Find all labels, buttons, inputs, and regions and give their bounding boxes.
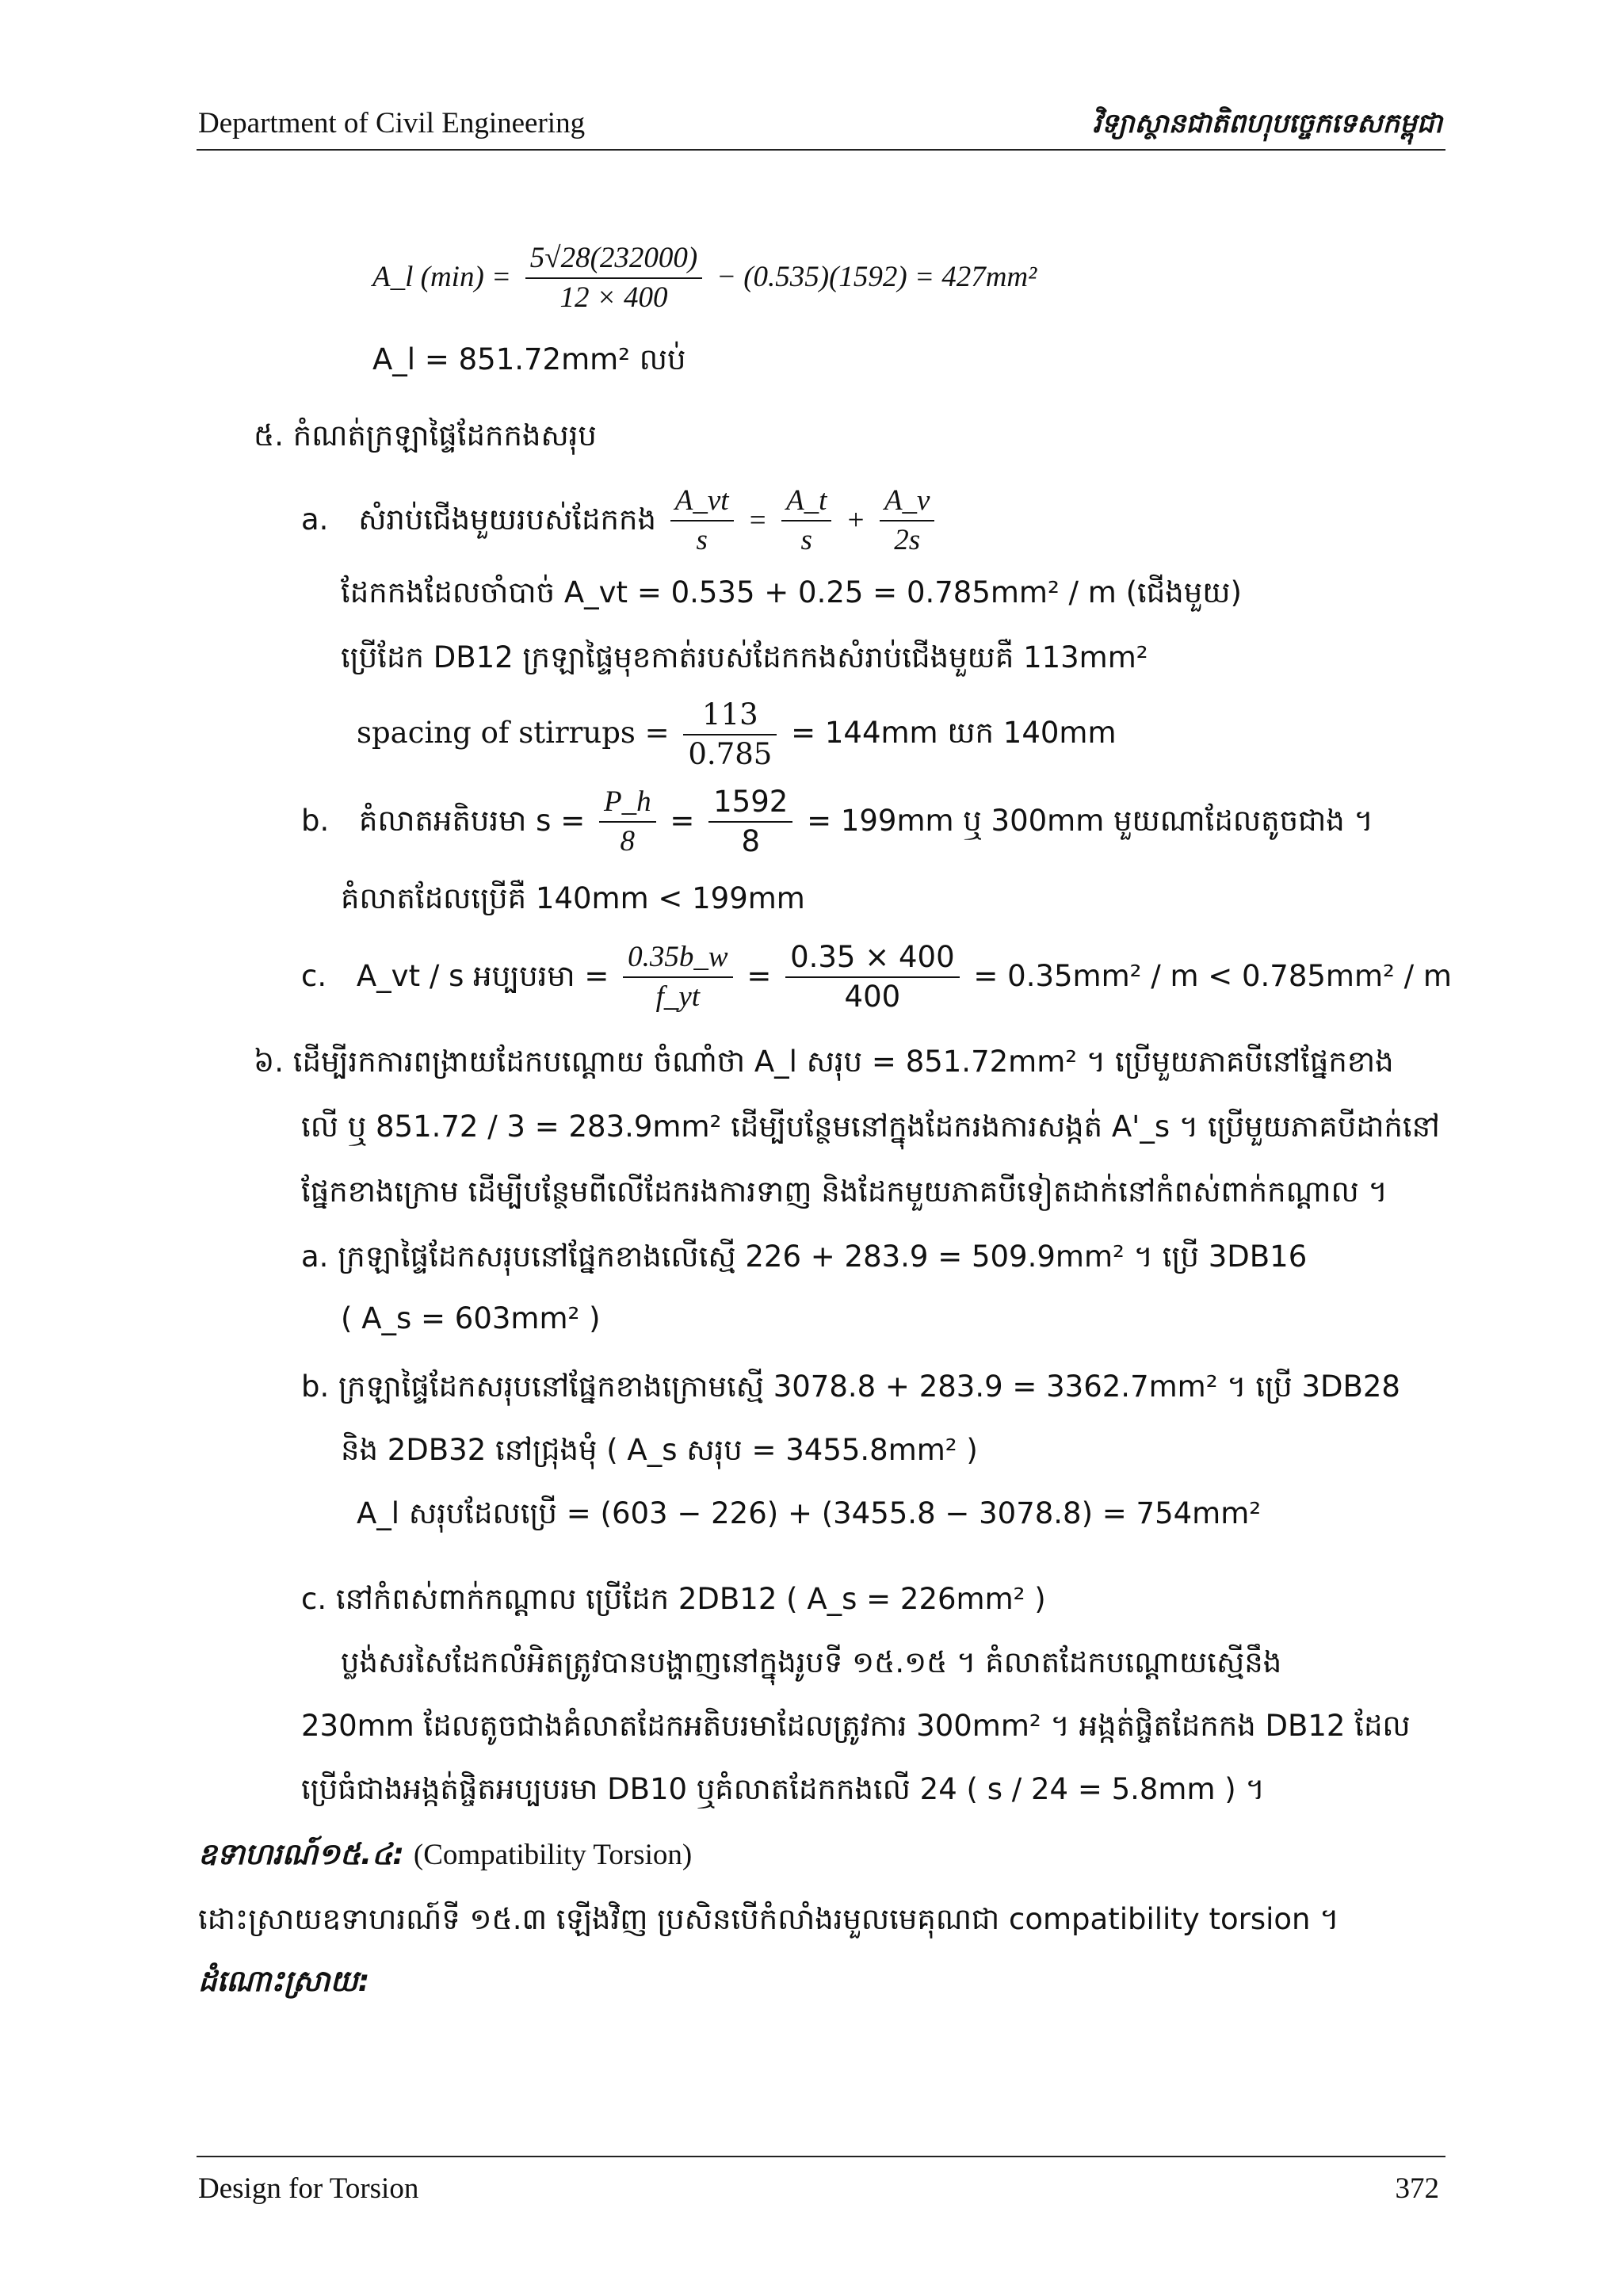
spacing-fraction bbox=[683, 697, 777, 773]
example-title: ឧទាហរណ៍១៥.៤: bbox=[198, 1837, 405, 1871]
header-right: វិទ្យាស្ថានជាតិពហុបច្ចេកទេសកម្ពុជា bbox=[1092, 108, 1442, 139]
s5c-f2d: 400 bbox=[844, 980, 901, 1014]
s5c-text: A_vt / s អប្បបរមា = bbox=[356, 958, 609, 993]
s5a-f3d: 2s bbox=[894, 524, 921, 557]
equation-al: A_l = 851.72mm² លប់ bbox=[372, 342, 686, 376]
s5b-f2d: 8 bbox=[741, 824, 760, 859]
section6-line3: ផ្នែកខាងក្រោម ដើម្បីបន្ថែមពីលើដែករងការទាញ និងដែកមួយភាគបីទៀតដាក់នៅកំពស់ពាក់កណ្តាល ។ bbox=[301, 1175, 1388, 1209]
s5a-label: a. bbox=[301, 502, 329, 537]
s5a-frac2 bbox=[781, 483, 831, 559]
section5c-line1: c. A_vt / s អប្បបរមា = $\frac{0.35b\_w}{f\_yt}$ = $\frac{0.35 \times 400}{400}$ = 0.35mm² / m < 0.785mm² / m bbox=[301, 940, 1452, 1014]
section6-para-line1: ប្លង់សរសៃដែកលំអិតត្រូវបានបង្ហាញនៅក្នុងរូបទី ១៥.១៥ ។ គំលាតដែកបណ្តោយស្មើនឹង bbox=[341, 1645, 1282, 1679]
equation-al-min bbox=[372, 241, 1037, 316]
s5c-frac2 bbox=[785, 940, 960, 1015]
footer-left: Design for Torsion bbox=[198, 2172, 419, 2205]
s5a-f1n: A_vt bbox=[670, 483, 734, 521]
section6a-line1: a. ក្រឡាផ្ទៃដែកសរុបនៅផ្នែកខាងលើស្មើ 226 + 283.9 = 509.9mm² ។ ប្រើ 3DB16 bbox=[301, 1240, 1308, 1274]
section6b-line1: b. ក្រឡាផ្ទៃដែកសរុបនៅផ្នែកខាងក្រោមស្មើ 3078.8 + 283.9 = 3362.7mm² ។ ប្រើ 3DB28 bbox=[301, 1370, 1400, 1404]
section5b-line1: b. គំលាតអតិបរមា s = $\frac{P\_h}{8}$ = $\frac{1592}{8}$ = 199mm ឬ 300mm មួយណាដែលតូចជាង ។ bbox=[301, 785, 1373, 859]
section5a-line3: ប្រើដែក DB12 ក្រឡាផ្ទៃមុខកាត់របស់ដែកកងសំរាប់ជើងមួយគឺ 113mm² bbox=[341, 640, 1148, 674]
spacing-rest: = 144mm យក 140mm bbox=[791, 715, 1117, 750]
section5a-line2: ដែកកងដែលចាំបាច់ A_vt = 0.535 + 0.25 = 0.785mm² / m (ជើងមួយ) bbox=[341, 575, 1242, 609]
section6b-line2: និង 2DB32 នៅជ្រុងមុំ ( A_s សរុប = 3455.8mm² ) bbox=[341, 1433, 978, 1467]
eq1-fraction bbox=[525, 241, 702, 316]
s5a-frac3 bbox=[880, 483, 935, 559]
example-heading bbox=[198, 1837, 692, 1873]
s5b-f1d: 8 bbox=[620, 825, 636, 858]
eq1-numerator: 5√28(232000) bbox=[525, 241, 702, 279]
section6-line1: ៦. ដើម្បីរកការពង្រាយដែកបណ្តោយ ចំណាំថា A_l សរុប = 851.72mm² ។ ប្រើមួយភាគបីនៅផ្នែកខាង bbox=[254, 1045, 1394, 1079]
section6b-line3: A_l សរុបដែលប្រើ = (603 − 226) + (3455.8 − 3078.8) = 754mm² bbox=[357, 1496, 1262, 1530]
s5a-f1d: s bbox=[696, 524, 708, 557]
eq1-rest: − (0.535)(1592) = 427mm² bbox=[716, 260, 1037, 293]
example-statement: ដោះស្រាយឧទាហរណ៍ទី ១៥.៣ ឡើងវិញ ប្រសិនបើកំលាំងរមួលមេគុណជា compatibility torsion ។ bbox=[198, 1902, 1339, 1936]
section5a-line1: a. សំរាប់ជើងមួយរបស់ដែកកង $\frac{A\_vt}{s}$ = $\frac{A\_t}{s}$ + $\frac{A\_v}{2s}$ bbox=[301, 483, 939, 559]
s5c-f1n: 0.35b_w bbox=[623, 940, 732, 978]
footer-rule bbox=[197, 2156, 1445, 2157]
section6a-line2: ( A_s = 603mm² ) bbox=[341, 1301, 601, 1335]
s5c-frac1 bbox=[623, 940, 732, 1015]
s5a-frac1 bbox=[670, 483, 734, 559]
s5a-f3n: A_v bbox=[880, 483, 935, 521]
section6c-line1: c. នៅកំពស់ពាក់កណ្តាល ប្រើដែក 2DB12 ( A_s = 226mm² ) bbox=[301, 1582, 1046, 1616]
s5a-f2d: s bbox=[800, 524, 812, 557]
section6-para-line3: ប្រើធំជាងអង្កត់ផ្ចិតអប្បបរមា DB10 ឬគំលាតដែកកងលើ 24 ( s / 24 = 5.8mm ) ។ bbox=[301, 1772, 1265, 1806]
header-rule bbox=[197, 149, 1445, 151]
s5c-label: c. bbox=[301, 958, 327, 993]
spacing-label: spacing of stirrups = bbox=[357, 715, 670, 750]
s5b-rest: = 199mm ឬ 300mm មួយណាដែលតូចជាង ។ bbox=[807, 803, 1373, 838]
s5b-label: b. bbox=[301, 803, 330, 838]
example-title-note: (Compatibility Torsion) bbox=[413, 1839, 693, 1871]
solution-heading: ដំណោះស្រាយ: bbox=[198, 1964, 370, 1998]
s5c-rest: = 0.35mm² / m < 0.785mm² / m bbox=[973, 958, 1452, 993]
spacing-den: 0.785 bbox=[688, 737, 773, 772]
section5b-line2: គំលាតដែលប្រើគឺ 140mm < 199mm bbox=[341, 881, 805, 915]
spacing-num: 113 bbox=[683, 697, 777, 735]
s5b-text: គំលាតអតិបរមា s = bbox=[359, 803, 586, 838]
section6-line2: លើ ឬ 851.72 / 3 = 283.9mm² ដើម្បីបន្ថែមនៅក្នុងដែករងការសង្កត់ A'_s ។ ប្រើមួយភាគបីដាក់នៅ bbox=[301, 1110, 1440, 1144]
s5c-f2n: 0.35 × 400 bbox=[785, 940, 960, 978]
page-number: 372 bbox=[1395, 2172, 1439, 2205]
s5c-f1d: f_yt bbox=[655, 980, 701, 1014]
section5-heading: ៥. កំណត់ក្រឡាផ្ទៃដែកកងសរុប bbox=[254, 418, 597, 453]
s5b-f1n: P_h bbox=[599, 785, 656, 823]
header-left: Department of Civil Engineering bbox=[198, 107, 586, 139]
section6-para-line2: 230mm ដែលតូចជាងគំលាតដែកអតិបរមាដែលត្រូវការ 300mm² ។ អង្កត់ផ្ចិតដែកកង DB12 ដែល bbox=[301, 1709, 1411, 1743]
eq1-denominator: 12 × 400 bbox=[559, 281, 668, 315]
s5b-f2n: 1592 bbox=[708, 785, 792, 823]
s5b-frac1 bbox=[599, 785, 656, 860]
s5b-frac2 bbox=[708, 785, 792, 860]
eq1-lhs: A_l (min) = bbox=[372, 260, 511, 293]
s5a-text: សំរាប់ជើងមួយរបស់ដែកកង bbox=[358, 502, 656, 537]
s5a-f2n: A_t bbox=[781, 483, 831, 521]
section5a-spacing bbox=[357, 697, 1117, 773]
